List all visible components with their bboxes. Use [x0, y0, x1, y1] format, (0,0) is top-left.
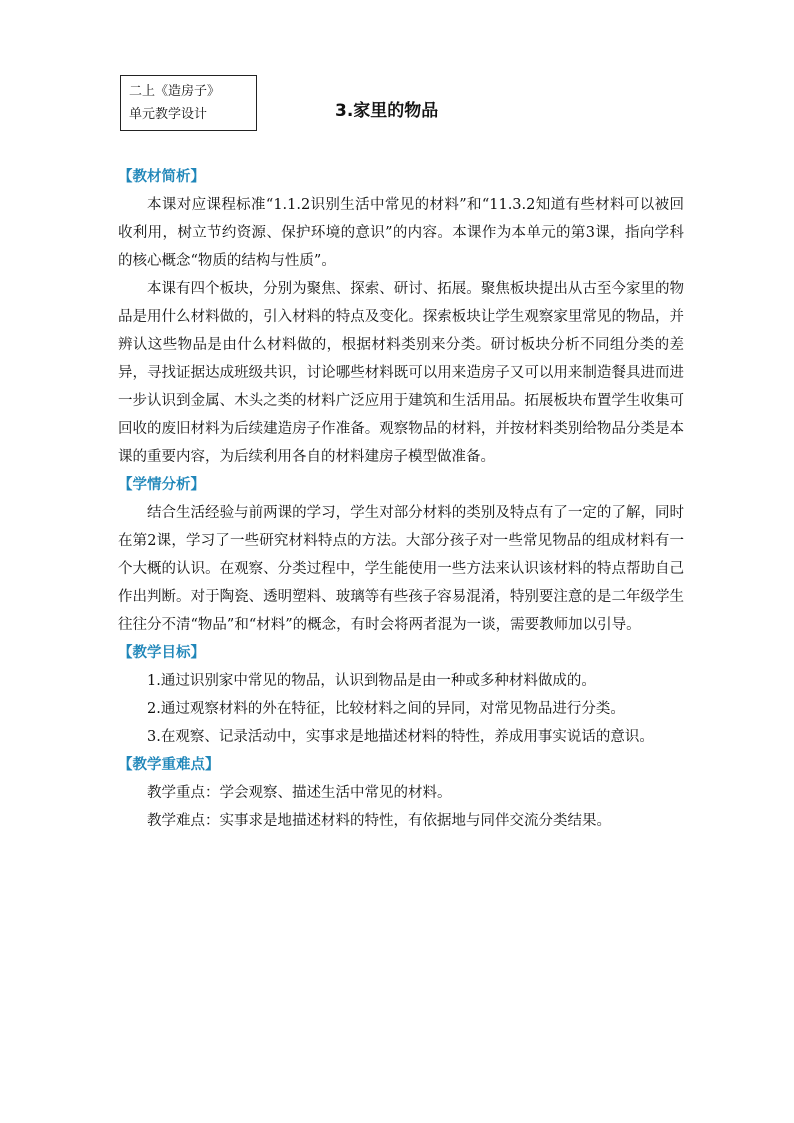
document-body [118, 163, 684, 835]
paragraph: 本课有四个板块，分别为聚焦、探索、研讨、拓展。聚焦板块提出从古至今家里的物品是用什么材料做的，引入材料的特点及变化。探索板块让学生观察家里常见的物品，并辨认这些物品是由什么材料做的，根据材料类别来分类。研讨板块分析不同组分类的差异，寻找证据达成班级共识，讨论哪些材料既可以用来造房子又可以用来制造餐具进而进一步认识到金属、木头之类的材料广泛应用于建筑和生活用品。拓展板块布置学生收集可回收的废旧材料为后续建造房子作准备。观察物品的材料，并按材料类别给物品分类是本课的重要内容，为后续利用各自的材料建房子模型做准备。 [118, 281, 684, 465]
section-heading: 【教材简析】 [118, 169, 205, 185]
unit-label-box [120, 75, 257, 131]
section-heading: 【教学目标】 [118, 645, 205, 661]
unit-label-line-2: 单元教学设计 [129, 107, 208, 122]
paragraph: 结合生活经验与前两课的学习，学生对部分材料的类别及特点有了一定的了解，同时在第2课，学习了一些研究材料特点的方法。大部分孩子对一些常见物品的组成材料有一个大概的认识。在观察、分类过程中，学生能使用一些方法来认识该材料的特点帮助自己作出判断。对于陶瓷、透明塑料、玻璃等有些孩子容易混淆，特别要注意的是二年级学生往往分不清“物品”和“材料”的概念，有时会将两者混为一谈，需要教师加以引导。 [118, 505, 684, 633]
section-heading: 【教学重难点】 [118, 757, 220, 773]
lesson-title: 3.家里的物品 [335, 101, 439, 121]
objective-item: 2.通过观察材料的外在特征，比较材料之间的异同，对常见物品进行分类。 [147, 701, 625, 717]
paragraph: 本课对应课程标准“1.1.2识别生活中常见的材料”和“11.3.2知道有些材料可以被回收利用，树立节约资源、保护环境的意识”的内容。本课作为本单元的第3课，指向学科的核心概念“物质的结构与性质”。 [118, 197, 684, 269]
unit-label-line-1: 二上《造房子》 [129, 84, 221, 99]
section-teaching-objectives [118, 639, 684, 751]
key-point: 教学重点：学会观察、描述生活中常见的材料。 [147, 785, 452, 801]
objective-item: 1.通过识别家中常见的物品，认识到物品是由一种或多种材料做成的。 [147, 673, 596, 689]
objective-item: 3.在观察、记录活动中，实事求是地描述材料的特性，养成用事实说话的意识。 [147, 729, 654, 745]
section-student-analysis [118, 471, 684, 639]
section-heading: 【学情分析】 [118, 477, 205, 493]
difficult-point: 教学难点：实事求是地描述材料的特性，有依据地与同伴交流分类结果。 [147, 813, 611, 829]
section-textbook-analysis [118, 163, 684, 471]
section-key-difficult-points [118, 751, 684, 835]
